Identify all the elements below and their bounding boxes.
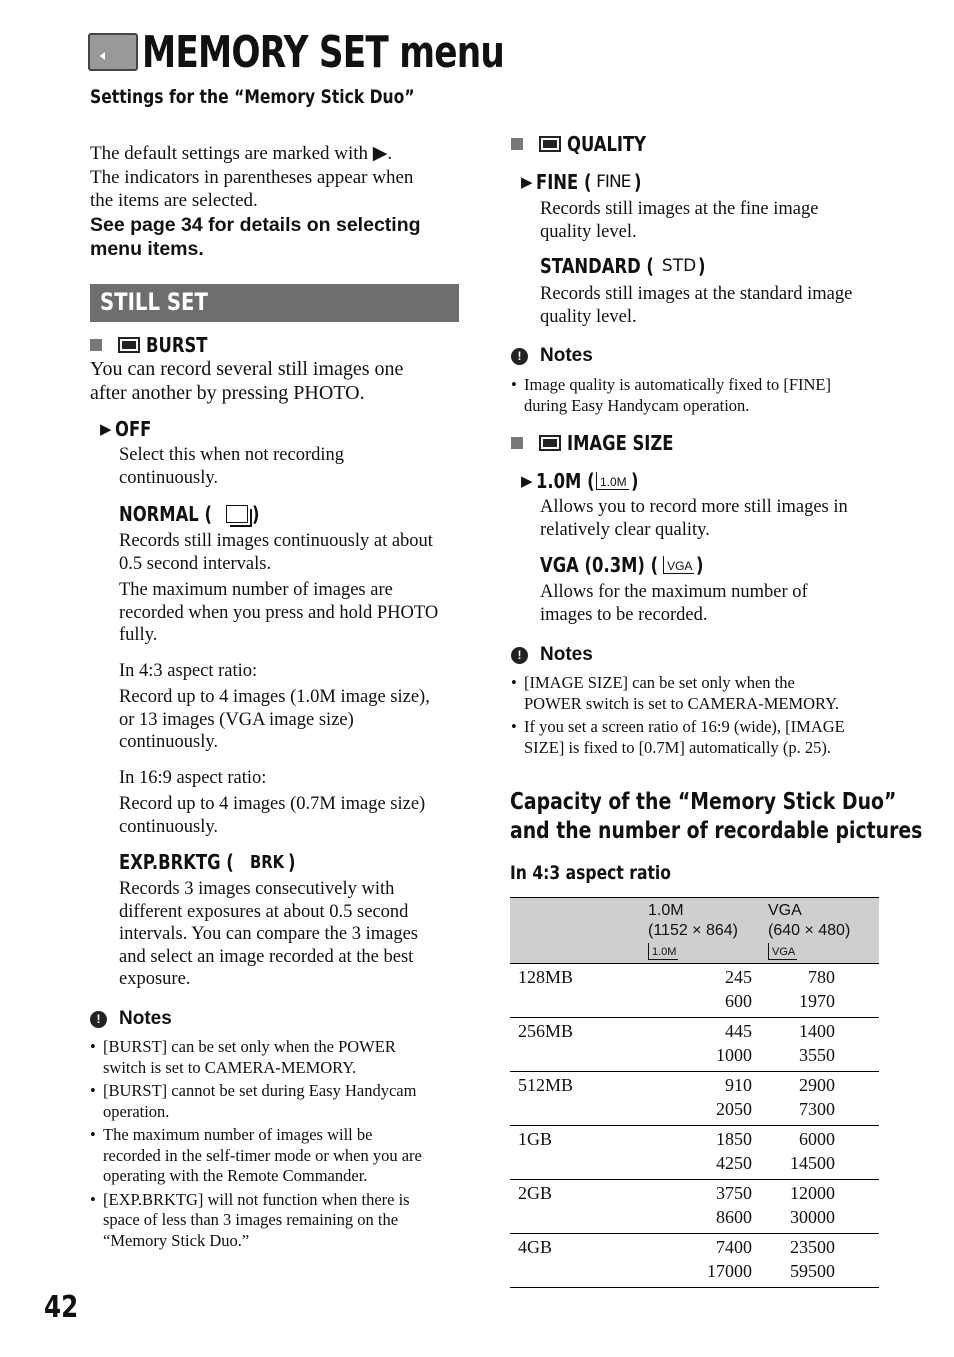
option-label-close: ) <box>698 254 706 278</box>
default-marker-icon: ▶ <box>521 473 533 490</box>
page-number: 42 <box>44 1290 79 1325</box>
camera-menu-icon <box>539 435 561 451</box>
desc-line: exposure. <box>119 969 191 989</box>
desc-line: The maximum number of images are <box>119 580 393 600</box>
notes-heading <box>511 644 593 666</box>
option-label-close: ) <box>634 170 642 194</box>
table-cell: 23500 59500 <box>768 1234 879 1288</box>
image-size-heading <box>511 431 697 455</box>
table-header-cell: 1.0M (1152 × 864) 1.0M <box>648 898 768 964</box>
image-size-heading-label: IMAGE SIZE <box>567 431 674 455</box>
page-title <box>88 28 606 76</box>
notes-icon: ! <box>90 1011 107 1028</box>
burst-heading <box>90 333 221 357</box>
notes-label: Notes <box>540 345 593 366</box>
option-label: STANDARD ( <box>540 254 654 278</box>
desc-line: Allows you to record more still images in <box>540 497 848 517</box>
capacity-heading-line: and the number of recordable pictures <box>510 818 923 844</box>
table-header-row <box>510 898 879 964</box>
intro <box>90 142 460 261</box>
desc-line: recorded when you press and hold PHOTO <box>119 602 439 623</box>
burst-notes <box>90 1037 462 1254</box>
desc-line: Records still images at the standard image <box>540 284 853 304</box>
table-row <box>510 1126 879 1180</box>
desc-line: Allows for the maximum number of <box>540 582 808 602</box>
note-item: • [BURST] can be set only when the POWER switch is set to CAMERA-MEMORY. <box>90 1037 462 1078</box>
table-row <box>510 1234 879 1288</box>
burst-desc <box>90 357 403 405</box>
option-1-0m-desc <box>540 496 848 541</box>
option-off-desc <box>119 444 344 489</box>
notes-heading <box>511 345 593 367</box>
option-normal-desc <box>119 530 464 838</box>
option-label: OFF <box>114 417 151 441</box>
option-1-0m <box>521 468 640 494</box>
desc-line: quality level. <box>540 221 637 242</box>
page-subtitle: Settings for the “Memory Stick Duo” <box>90 86 415 108</box>
size-vga-icon: VGA <box>768 943 797 960</box>
notes-label: Notes <box>540 644 593 665</box>
camera-menu-icon <box>118 337 140 353</box>
option-normal <box>119 502 262 526</box>
option-label-close: ) <box>630 469 639 493</box>
option-fine-desc <box>540 198 818 243</box>
burst-heading-label: BURST <box>146 333 208 357</box>
notes-icon: ! <box>511 647 528 664</box>
desc-line: Select this when not recording <box>119 445 345 465</box>
option-vga <box>540 552 706 578</box>
note-item: • If you set a screen ratio of 16:9 (wide), [IMAGE SIZE] is fixed to [0.7M] automatically (p. 25). <box>511 717 886 758</box>
quality-notes <box>511 375 883 419</box>
table-cell: 256MB <box>510 1018 648 1072</box>
option-label: 1.0M ( <box>535 469 595 493</box>
note-item: • [BURST] cannot be set during Easy Handycam operation. <box>90 1081 462 1122</box>
section-header-still-set <box>90 284 459 322</box>
size-vga-icon: VGA <box>663 556 694 574</box>
option-exp-desc <box>119 878 464 991</box>
desc-line: In 4:3 aspect ratio: <box>119 660 258 681</box>
square-bullet-icon <box>90 339 102 351</box>
default-marker-icon: ▶ <box>100 421 112 438</box>
size-1-0m-icon: 1.0M <box>596 472 629 490</box>
desc-line: Record up to 4 images (0.7M image size) <box>119 794 426 814</box>
desc-line: Records still images at the fine image <box>540 199 819 219</box>
table-cell: 6000 14500 <box>768 1126 879 1180</box>
table-row <box>510 1180 879 1234</box>
option-label: NORMAL ( <box>119 502 212 526</box>
table-cell: 128MB <box>510 964 648 1018</box>
desc-line: Records 3 images consecutively with <box>119 879 395 899</box>
table-cell: 910 2050 <box>648 1072 768 1126</box>
desc-line: different exposures at about 0.5 second <box>119 901 409 922</box>
intro-line: The default settings are marked with ▶. <box>90 143 393 164</box>
table-cell: 445 1000 <box>648 1018 768 1072</box>
option-exp-brktg <box>119 850 297 874</box>
table-header-cell: VGA (640 × 480) VGA <box>768 898 879 964</box>
option-label: EXP.BRKTG ( <box>119 850 234 874</box>
option-vga-desc <box>540 581 808 626</box>
bracket-icon: BRK <box>249 851 285 873</box>
quality-heading-label: QUALITY <box>567 132 647 156</box>
option-off <box>100 417 159 441</box>
see-page-note: See page 34 for details on selecting <box>90 213 421 236</box>
desc-line: Records still images continuously at about <box>119 531 433 551</box>
table-cell: 780 1970 <box>768 964 879 1018</box>
capacity-subheading: In 4:3 aspect ratio <box>510 862 671 884</box>
burst-normal-icon <box>226 505 248 523</box>
option-standard-desc <box>540 283 852 328</box>
fine-icon: FINE <box>596 172 631 192</box>
option-label: VGA (0.3M) ( <box>540 553 659 577</box>
option-label-close: ) <box>252 502 260 526</box>
memory-stick-icon <box>88 33 138 71</box>
table-cell: 1850 4250 <box>648 1126 768 1180</box>
desc-line: images to be recorded. <box>540 604 708 625</box>
standard-icon: STD <box>661 256 697 276</box>
table-cell: 3750 8600 <box>648 1180 768 1234</box>
desc-line: 0.5 second intervals. <box>119 553 272 574</box>
desc-line: fully. <box>119 625 158 645</box>
square-bullet-icon <box>511 138 523 150</box>
table-row <box>510 1072 879 1126</box>
table-header-cell <box>510 898 648 964</box>
page-title-text: MEMORY SET menu <box>142 26 505 78</box>
burst-desc-line: You can record several still images one <box>90 358 404 380</box>
desc-line: and select an image recorded at the best <box>119 946 414 967</box>
note-item: • [IMAGE SIZE] can be set only when the POWER switch is set to CAMERA-MEMORY. <box>511 673 886 714</box>
desc-line: relatively clear quality. <box>540 519 710 540</box>
notes-heading <box>90 1008 172 1030</box>
desc-line: quality level. <box>540 306 637 327</box>
table-cell: 7400 17000 <box>648 1234 768 1288</box>
table-cell: 4GB <box>510 1234 648 1288</box>
capacity-heading-line: Capacity of the “Memory Stick Duo” <box>510 789 897 815</box>
table-cell: 1GB <box>510 1126 648 1180</box>
table-cell: 2GB <box>510 1180 648 1234</box>
desc-line: or 13 images (VGA image size) <box>119 709 354 730</box>
size-1-0m-icon: 1.0M <box>648 943 678 960</box>
desc-line: continuously. <box>119 467 219 488</box>
desc-line: intervals. You can compare the 3 images <box>119 924 419 944</box>
table-cell: 245 600 <box>648 964 768 1018</box>
desc-line: Record up to 4 images (1.0M image size), <box>119 687 430 707</box>
intro-line: the items are selected. <box>90 190 258 211</box>
see-page-note: menu items. <box>90 237 204 260</box>
default-marker-icon: ▶ <box>521 174 533 191</box>
option-label-close: ) <box>287 850 296 874</box>
note-item: • The maximum number of images will be recorded in the self-timer mode or when you are operating with the Remote Commander. <box>90 1125 462 1187</box>
image-size-notes <box>511 673 886 761</box>
table-cell: 12000 30000 <box>768 1180 879 1234</box>
camera-menu-icon <box>539 136 561 152</box>
option-label: FINE ( <box>535 170 591 194</box>
section-header-label: STILL SET <box>100 288 208 316</box>
notes-icon: ! <box>511 348 528 365</box>
option-fine <box>521 170 644 194</box>
desc-line: continuously. <box>119 816 219 837</box>
quality-heading <box>511 132 663 156</box>
note-item: • Image quality is automatically fixed to [FINE] during Easy Handycam operation. <box>511 375 883 416</box>
square-bullet-icon <box>511 437 523 449</box>
desc-line: In 16:9 aspect ratio: <box>119 767 267 788</box>
option-label-close: ) <box>696 553 704 577</box>
table-cell: 1400 3550 <box>768 1018 879 1072</box>
capacity-heading <box>510 788 954 846</box>
intro-line: The indicators in parentheses appear when <box>90 166 414 188</box>
notes-label: Notes <box>119 1008 172 1029</box>
table-cell: 512MB <box>510 1072 648 1126</box>
burst-desc-line: after another by pressing PHOTO. <box>90 382 365 404</box>
desc-line: continuously. <box>119 732 219 752</box>
capacity-table <box>510 897 879 1288</box>
table-row <box>510 964 879 1018</box>
option-standard <box>540 254 707 278</box>
table-row <box>510 1018 879 1072</box>
table-cell: 2900 7300 <box>768 1072 879 1126</box>
note-item: • [EXP.BRKTG] will not function when there is space of less than 3 images remaining on the “Memory Stick Duo.” <box>90 1190 462 1252</box>
